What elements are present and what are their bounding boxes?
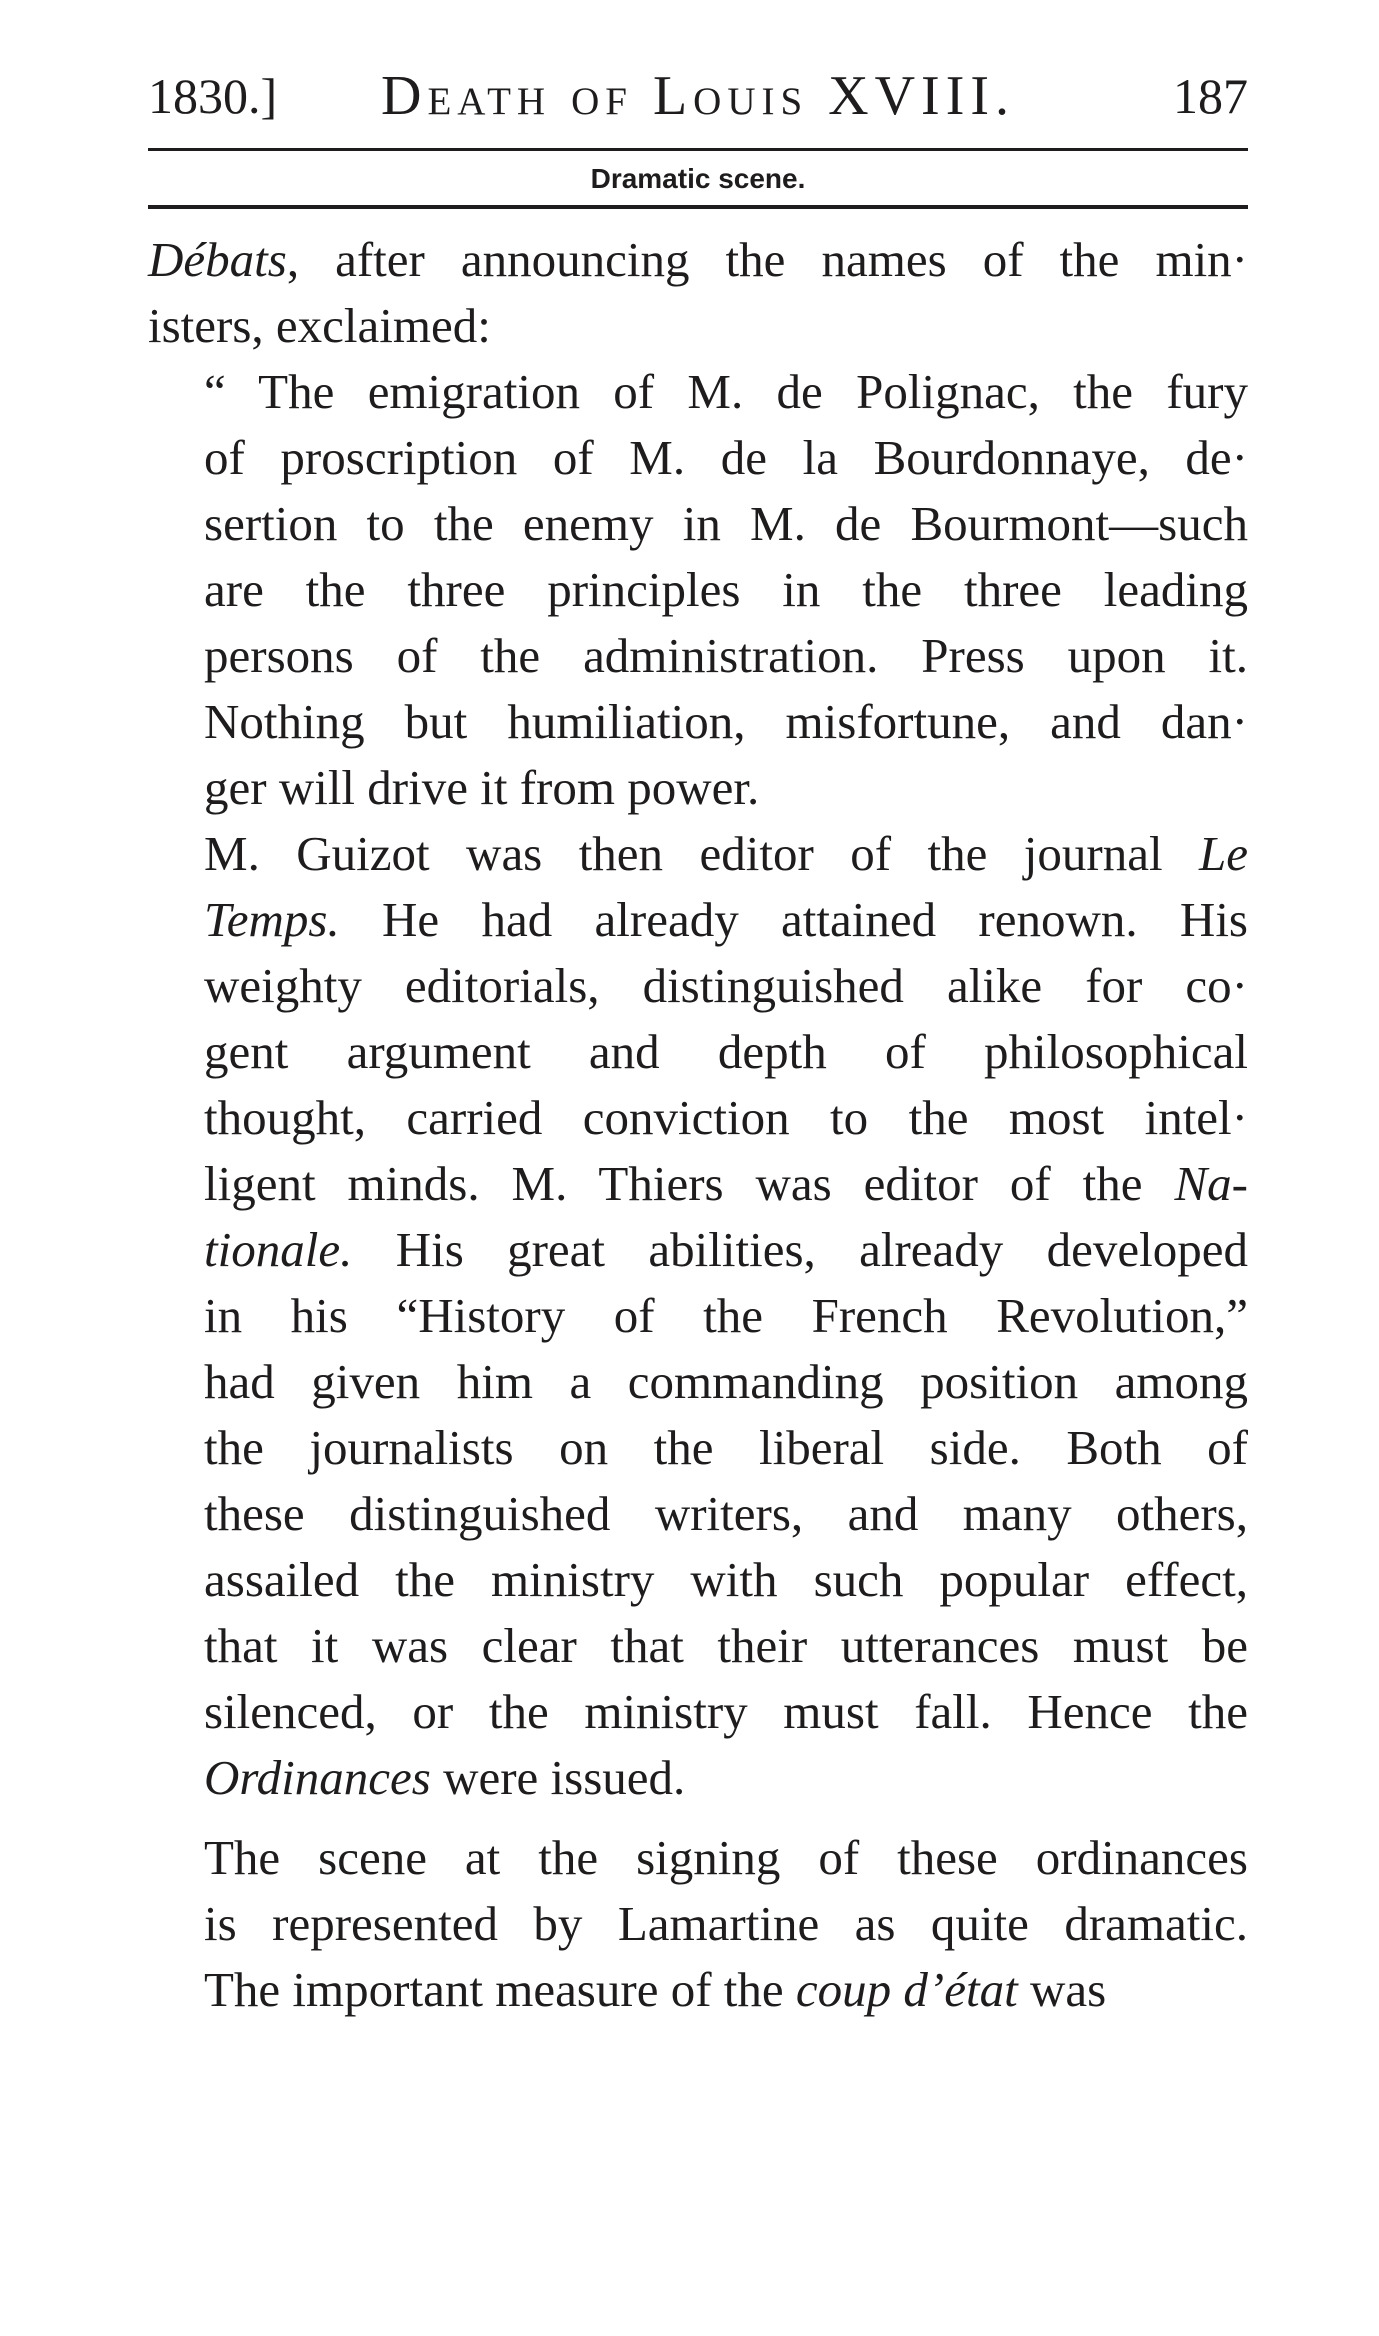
text-line	[148, 425, 1248, 491]
subhead-rule	[148, 205, 1248, 209]
text-line	[148, 1019, 1248, 1085]
chapter-title: Death of Louis XVIII.	[381, 65, 1015, 127]
text-run: M. Guizot was then editor of the journal	[204, 826, 1199, 881]
text-run: ligent minds. M. Thiers was editor of the	[204, 1156, 1175, 1211]
text-line	[148, 1481, 1248, 1547]
text-run: were issued.	[430, 1750, 686, 1805]
text-run: that it was clear that their utterances must be	[204, 1618, 1248, 1673]
text-line	[148, 1283, 1248, 1349]
italic-text: Le	[1199, 826, 1248, 881]
text-line	[148, 1151, 1248, 1217]
paragraph	[148, 821, 1248, 1811]
text-run: , after announcing the names of the min·	[286, 232, 1248, 287]
text-run: “ The emigration of M. de Polignac, the fury	[204, 364, 1248, 419]
text-run: had given him a commanding position among	[204, 1354, 1248, 1409]
text-run: sertion to the enemy in M. de Bourmont—such	[204, 496, 1248, 551]
text-line	[148, 557, 1248, 623]
body-text	[148, 227, 1248, 2023]
page-number: 187	[1173, 68, 1248, 124]
text-run: silenced, or the ministry must fall. Hence the	[204, 1684, 1248, 1739]
text-run: in his “History of the French Revolution,”	[204, 1288, 1248, 1343]
paragraph	[148, 1825, 1248, 2023]
text-run: isters, exclaimed:	[148, 298, 491, 353]
text-run: the journalists on the liberal side. Both of	[204, 1420, 1248, 1475]
text-line	[148, 1891, 1248, 1957]
text-run: of proscription of M. de la Bourdonnaye, de·	[204, 430, 1248, 485]
text-line	[148, 1745, 1248, 1811]
book-page	[148, 62, 1248, 2023]
text-line	[148, 821, 1248, 887]
text-run: is represented by Lamartine as quite dramatic.	[204, 1896, 1248, 1951]
text-line	[148, 1679, 1248, 1745]
text-line	[148, 293, 1248, 359]
text-run: thought, carried conviction to the most intel·	[204, 1090, 1248, 1145]
header-year: 1830.]	[148, 68, 278, 124]
italic-text: coup d’état	[795, 1962, 1018, 2017]
text-line	[148, 1613, 1248, 1679]
italic-text: Débats	[148, 232, 287, 287]
text-run: He had already attained renown. His	[339, 892, 1248, 947]
text-line	[148, 1547, 1248, 1613]
text-run: these distinguished writers, and many others,	[204, 1486, 1248, 1541]
text-run: Nothing but humiliation, misfortune, and dan·	[204, 694, 1248, 749]
text-run: The important measure of the	[204, 1962, 796, 2017]
text-line	[148, 227, 1248, 293]
text-line	[148, 1085, 1248, 1151]
paragraph	[148, 227, 1248, 359]
text-line	[148, 689, 1248, 755]
text-line	[148, 1957, 1248, 2023]
running-head	[148, 62, 1248, 130]
text-run: weighty editorials, distinguished alike for co·	[204, 958, 1248, 1013]
text-line	[148, 953, 1248, 1019]
text-run: assailed the ministry with such popular effect,	[204, 1552, 1248, 1607]
text-run: was	[1017, 1962, 1107, 2017]
italic-text: Ordinances	[204, 1750, 431, 1805]
text-line	[148, 1825, 1248, 1891]
italic-text: Temps.	[204, 892, 340, 947]
header-rule	[148, 148, 1248, 151]
text-line	[148, 1415, 1248, 1481]
paragraph	[148, 359, 1248, 821]
text-run: His great abilities, already developed	[352, 1222, 1248, 1277]
text-line	[148, 1349, 1248, 1415]
text-run: ger will drive it from power.	[204, 760, 760, 815]
text-run: The scene at the signing of these ordinances	[204, 1830, 1248, 1885]
italic-text: tionale.	[204, 1222, 353, 1277]
text-run: persons of the administration. Press upon it.	[204, 628, 1248, 683]
text-line	[148, 1217, 1248, 1283]
text-line	[148, 491, 1248, 557]
text-run: are the three principles in the three leading	[204, 562, 1248, 617]
italic-text: Na-	[1174, 1156, 1248, 1211]
text-line	[148, 887, 1248, 953]
text-line	[148, 359, 1248, 425]
section-subhead: Dramatic scene.	[590, 163, 806, 194]
text-run: gent argument and depth of philosophical	[204, 1024, 1248, 1079]
text-line	[148, 755, 1248, 821]
text-line	[148, 623, 1248, 689]
